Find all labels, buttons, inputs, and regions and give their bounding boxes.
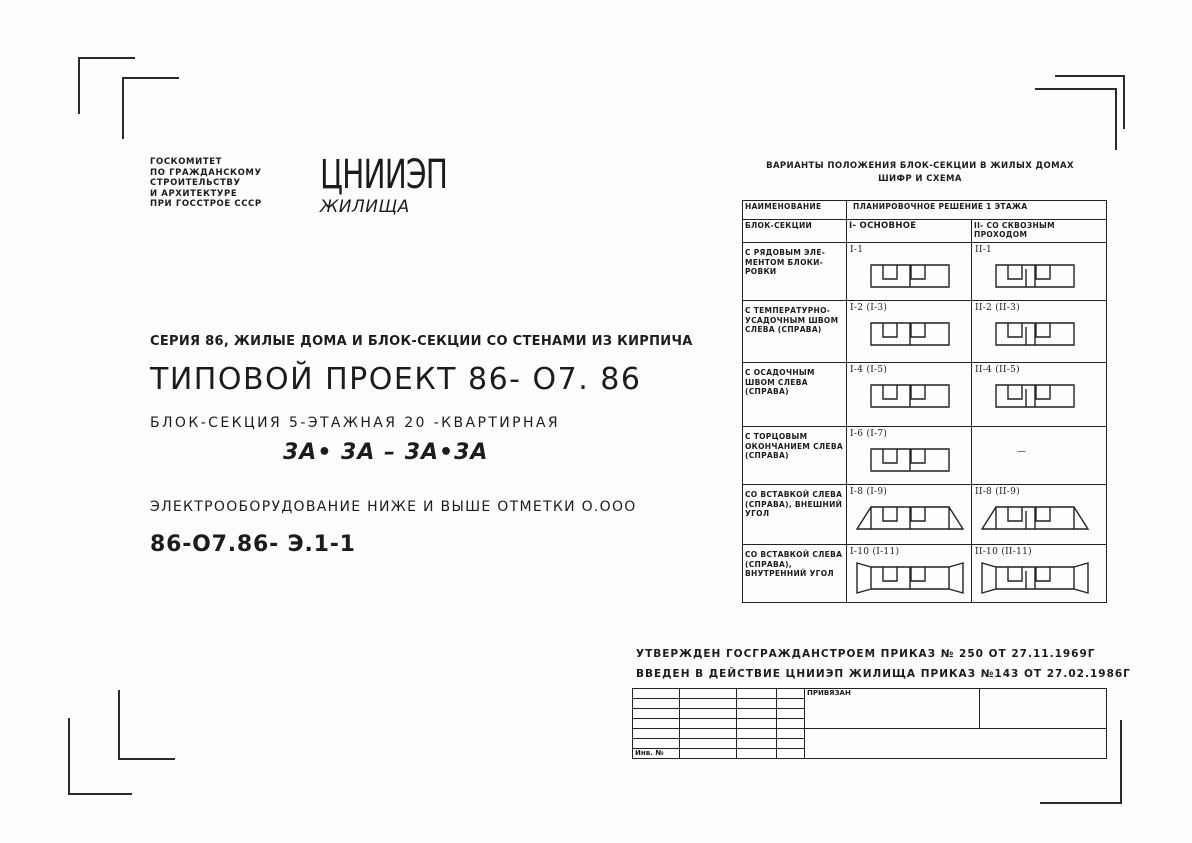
header-plan: ПЛАНИРОВОЧНОЕ РЕШЕНИЕ 1 ЭТАЖА: [847, 201, 1107, 220]
variant-cell-2: [972, 363, 1107, 427]
agency-line: ГОСКОМИТЕТ: [150, 157, 223, 167]
stamp-cell: [777, 739, 805, 749]
schematic-outline: [871, 385, 949, 407]
variant-cell-2: [972, 301, 1107, 363]
variant-code: —: [1017, 447, 1027, 457]
variant-row: [743, 363, 1107, 427]
header-sub: БЛОК-СЕКЦИИ: [743, 220, 847, 243]
variant-row: [743, 545, 1107, 603]
stamp-cell: [777, 699, 805, 709]
apartment-formula: 3А• 3А – 3А•3А: [283, 440, 489, 465]
stamp-cell: [777, 689, 805, 699]
header-col2: II- СО СКВОЗНЫМ ПРОХОДОМ: [972, 220, 1107, 243]
block-section-title: БЛОК-СЕКЦИЯ 5-ЭТАЖНАЯ 20 -КВАРТИРНАЯ: [150, 415, 561, 431]
project-title: ТИПОВОЙ ПРОЕКТ 86- О7. 86: [150, 362, 642, 397]
variant-name: С ТОРЦОВЫМ ОКОНЧАНИЕМ СЛЕВА (СПРАВА): [743, 427, 847, 485]
variant-code: I-1: [850, 245, 864, 255]
approved-line2: ВВЕДЕН В ДЕЙСТВИЕ ЦНИИЭП ЖИЛИЩА ПРИКАЗ №143 ОТ 27.02.1986Г: [636, 668, 1131, 680]
header-col1: I- ОСНОВНОЕ: [847, 220, 972, 243]
stamp-cell: [633, 729, 680, 739]
variant-cell-1: [847, 243, 972, 301]
variant-code: II-8 (II-9): [975, 487, 1020, 497]
stamp-cell: [680, 729, 737, 739]
variant-name: С РЯДОВЫМ ЭЛЕ-МЕНТОМ БЛОКИ-РОВКИ: [743, 243, 847, 301]
variant-cell-2: [972, 243, 1107, 301]
stamp-cell: [680, 689, 737, 699]
logo-main-text: ЦНИИЭП: [320, 152, 448, 198]
variant-row: [743, 243, 1107, 301]
stamp-cell: [737, 719, 777, 729]
variant-cell-2: [972, 427, 1107, 485]
stamp-cell: [633, 689, 680, 699]
variant-code: II-1: [975, 245, 993, 255]
variant-code: I-2 (I-3): [850, 303, 888, 313]
stamp-cell: [680, 749, 737, 759]
variant-code: I-8 (I-9): [850, 487, 888, 497]
variant-cell-1: [847, 545, 972, 603]
agency-line: ПРИ ГОССТРОЕ СССР: [150, 199, 262, 209]
stamp-cell: [777, 709, 805, 719]
stamp-cell: [777, 719, 805, 729]
schematic-outline: [871, 449, 949, 471]
schematic-outline: [982, 507, 1088, 529]
stamp-cell: [680, 739, 737, 749]
variant-cell-2: [972, 545, 1107, 603]
variant-cell-2: [972, 485, 1107, 545]
approval-block: [636, 644, 1131, 684]
variant-code: I-4 (I-5): [850, 365, 888, 375]
variant-code: II-2 (II-3): [975, 303, 1020, 313]
series-title: СЕРИЯ 86, ЖИЛЫЕ ДОМА И БЛОК-СЕКЦИИ СО СТЕНАМИ ИЗ КИРПИЧА: [150, 334, 693, 349]
stamp-cell: [737, 749, 777, 759]
schematic-outline: [996, 323, 1074, 345]
variant-code: I-10 (I-11): [850, 547, 900, 557]
schematic-outline: [982, 563, 1088, 593]
variant-name: СО ВСТАВКОЙ СЛЕВА (СПРАВА), ВНЕШНИЙ УГОЛ: [743, 485, 847, 545]
schematic-outline: [857, 563, 963, 593]
stamp-cell: [633, 739, 680, 749]
variant-row: [743, 485, 1107, 545]
schematic-outline: [996, 265, 1074, 287]
stamp-cell: [633, 709, 680, 719]
variant-row: [743, 301, 1107, 363]
variant-name: С ТЕМПЕРАТУРНО-УСАДОЧНЫМ ШВОМ СЛЕВА (СПРАВА): [743, 301, 847, 363]
stamp-cell: [737, 729, 777, 739]
agency-line: СТРОИТЕЛЬСТВУ: [150, 178, 241, 188]
institute-logo: [320, 152, 475, 217]
variant-cell-1: [847, 301, 972, 363]
title-stamp: [632, 688, 1107, 759]
stamp-cell: [680, 699, 737, 709]
variants-table: [742, 200, 1107, 603]
agency-block: [150, 157, 262, 210]
variant-cell-1: [847, 485, 972, 545]
section-schematic: [847, 243, 977, 301]
variant-row: [743, 427, 1107, 485]
variants-title-line2: ШИФР И СХЕМА: [878, 174, 962, 184]
schematic-outline: [871, 323, 949, 345]
stamp-cell: [777, 749, 805, 759]
stamp-linked: ПРИВЯЗАН: [805, 689, 980, 729]
stamp-cell: [633, 699, 680, 709]
variants-title: [738, 160, 1102, 186]
agency-line: ПО ГРАЖДАНСКОМУ: [150, 167, 262, 178]
crop-mark-top-left-inner: [122, 77, 179, 139]
agency-line: И АРХИТЕКТУРЕ: [150, 188, 238, 199]
header-name: НАИМЕНОВАНИЕ: [743, 201, 847, 220]
logo-sub-text: ЖИЛИЩА: [320, 197, 410, 217]
stamp-cell: [680, 719, 737, 729]
stamp-cell: [633, 719, 680, 729]
crop-mark-bottom-left-outer: [68, 718, 132, 795]
stamp-cell: [777, 729, 805, 739]
variant-code: II-4 (II-5): [975, 365, 1020, 375]
stamp-cell: [805, 729, 1107, 759]
approved-line1: УТВЕРЖДЕН ГОСГРАЖДАНСТРОЕМ ПРИКАЗ № 250 ОТ 27.11.1969Г: [636, 648, 1096, 660]
variant-cell-1: [847, 363, 972, 427]
stamp-cell: [680, 709, 737, 719]
stamp-inv: Инв. №: [633, 749, 680, 759]
crop-mark-top-right-inner: [1035, 88, 1117, 150]
stamp-cell: [737, 699, 777, 709]
variant-name: С ОСАДОЧНЫМ ШВОМ СЛЕВА (СПРАВА): [743, 363, 847, 427]
schematic-outline: [871, 265, 949, 287]
stamp-cell: [737, 739, 777, 749]
schematic-outline: [996, 385, 1074, 407]
stamp-cell: [980, 689, 1107, 729]
schematic-outline: [857, 507, 963, 529]
stamp-cell: [737, 689, 777, 699]
variant-code: II-10 (II-11): [975, 547, 1032, 557]
section-title: ЭЛЕКТРООБОРУДОВАНИЕ НИЖЕ И ВЫШЕ ОТМЕТКИ О.ООО: [150, 499, 637, 515]
variants-title-line1: ВАРИАНТЫ ПОЛОЖЕНИЯ БЛОК-СЕКЦИИ В ЖИЛЫХ ДОМАХ: [766, 161, 1074, 171]
stamp-cell: [737, 709, 777, 719]
variant-code: I-6 (I-7): [850, 429, 888, 439]
variant-name: СО ВСТАВКОЙ СЛЕВА (СПРАВА), ВНУТРЕННИЙ УГОЛ: [743, 545, 847, 603]
document-code: 86-О7.86- Э.1-1: [150, 532, 356, 557]
variant-cell-1: [847, 427, 972, 485]
